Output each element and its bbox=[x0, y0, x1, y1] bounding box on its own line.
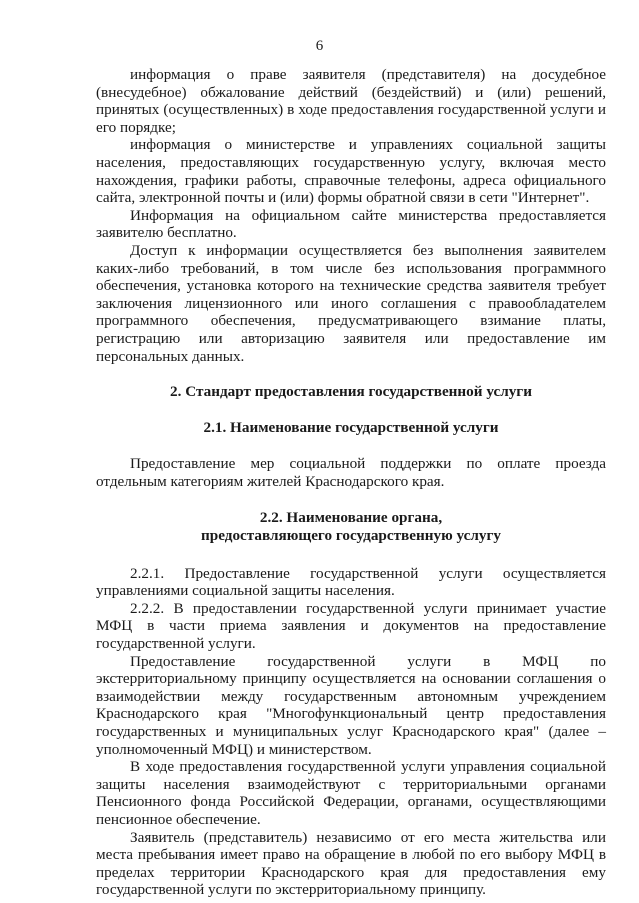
paragraph-ministry-info: информация о министерстве и управлениях социальной защиты населения, предоставляющих государственную услугу, включая место нахождения, графики работы, справочные телефоны, адреса официального сайта, электронной почты и (или) формы обратной связи в сети "Интернет". bbox=[96, 136, 606, 207]
section-2-2-heading-line1: 2.2. Наименование органа, bbox=[259, 509, 443, 527]
paragraph-mfc-exterritorial: Предоставление государственной услуги в МФЦ по экстерриториальному принципу осуществляется на основании соглашения о взаимодействии между государственным автономным учреждением Краснодарского края "Многофункциональный центр предоставления государственных и муниципальных услуг Краснодарского края" (далее – уполномоченный МФЦ) и министерством. bbox=[96, 652, 606, 758]
section-2-heading: 2. Стандарт предоставления государственной услуги bbox=[170, 383, 532, 401]
paragraph-applicant-right: Заявитель (представитель) независимо от его места жительства или места пребывания имеет право на обращение в любой по его выбору МФЦ в пределах территории Краснодарского края для предоставления ему государственной услуги по экстерриториальному принципу. bbox=[96, 828, 606, 899]
section-2-1-text: Предоставление мер социальной поддержки по оплате проезда отдельным категориям жителей Краснодарского края. bbox=[96, 455, 606, 490]
paragraph-2-2-2: 2.2.2. В предоставлении государственной услуги принимает участие МФЦ в части приема заявления и документов на предоставление государственной услуги. bbox=[96, 599, 606, 653]
document-body bbox=[96, 66, 606, 899]
page-number: 6 bbox=[315, 38, 324, 54]
section-2-1-heading: 2.1. Наименование государственной услуги bbox=[203, 418, 499, 436]
paragraph-2-2-1: 2.2.1. Предоставление государственной услуги осуществляется управлениями социальной защиты населения. bbox=[96, 564, 606, 600]
paragraph-interaction: В ходе предоставления государственной услуги управления социальной защиты населения взаимодействуют с территориальными органами Пенсионного фонда Российской Федерации, органами, осуществляющими пенсионное обеспечение. bbox=[96, 758, 606, 828]
section-2-2-heading bbox=[96, 509, 606, 544]
paragraph-free-info: Информация на официальном сайте министерства предоставляется заявителю бесплатно. bbox=[96, 206, 606, 242]
paragraph-appeal-info: информация о праве заявителя (представителя) на досудебное (внесудебное) обжалование действий (бездействий) и (или) решений, принятых (осуществленных) в ходе предоставления государственной услуги и его порядке; bbox=[96, 66, 606, 136]
section-2-2-heading-line2: предоставляющего государственную услугу bbox=[201, 527, 501, 545]
paragraph-access-info: Доступ к информации осуществляется без выполнения заявителем каких-либо требований, в том числе без использования программного обеспечения, установка которого на технические средства заявителя требует заключения лицензионного или иного соглашения с правообладателем программного обеспечения, предусматривающего взимание платы, регистрацию или авторизацию заявителя или предоставление им персональных данных. bbox=[96, 241, 606, 365]
